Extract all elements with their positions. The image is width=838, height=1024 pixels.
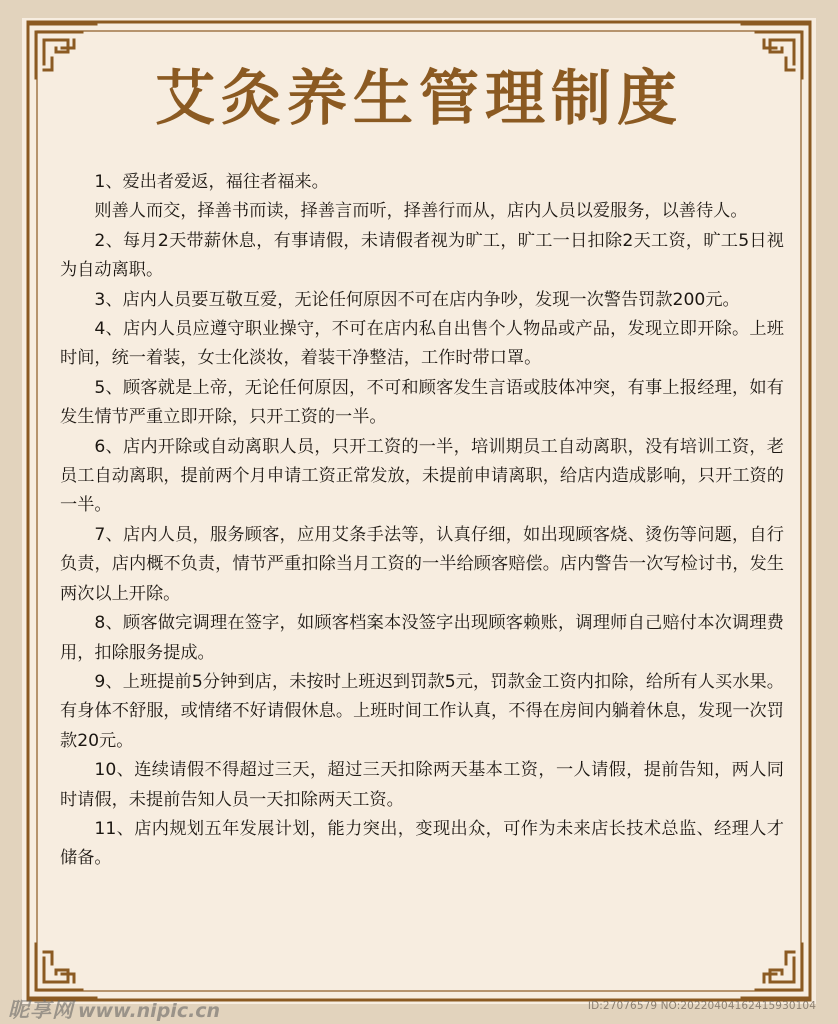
rule-item: 6、店内开除或自动离职人员，只开工资的一半，培训期员工自动离职，没有培训工资，老员工自动离职，提前两个月申请工资正常发放，未提前申请离职，给店内造成影响，只开工资的一半。 bbox=[60, 436, 784, 516]
rule-item: 则善人而交，择善书而读，择善言而听，择善行而从，店内人员以爱服务，以善待人。 bbox=[94, 201, 748, 222]
rule-item: 10、连续请假不得超过三天，超过三天扣除两天基本工资，一人请假，提前告知，两人同时请假，未提前告知人员一天扣除两天工资。 bbox=[60, 760, 784, 810]
page-title: 艾灸养生管理制度 bbox=[155, 64, 683, 134]
rule-item: 5、顾客就是上帝，无论任何原因，不可和顾客发生言语或肢体冲突，有事上报经理，如有发生情节严重立即开除，只开工资的一半。 bbox=[60, 377, 784, 428]
rule-item: 1、爱出者爱返，福往者福来。 bbox=[94, 172, 329, 192]
rule-item: 8、顾客做完调理在签字，如顾客档案本没签字出现顾客赖账，调理师自己赔付本次调理费用，扣除服务提成。 bbox=[60, 613, 784, 663]
watermark-logo: 昵享网 bbox=[8, 998, 74, 1022]
corner-ornament-bottom-right bbox=[736, 924, 816, 1004]
corner-ornament-bottom-left bbox=[22, 924, 102, 1004]
rule-item: 4、店内人员应遵守职业操守，不可在店内私自出售个人物品或产品，发现立即开除。上班时间，统一着装，女士化淡妆，着装干净整洁，工作时带口罩。 bbox=[60, 319, 784, 369]
rules-list bbox=[60, 168, 784, 874]
watermark bbox=[8, 994, 220, 1020]
rule-item: 2、每月2天带薪休息，有事请假，未请假者视为旷工，旷工一日扣除2天工资，旷工5日视为自动离职。 bbox=[60, 230, 784, 281]
rule-item: 3、店内人员要互敬互爱，无论任何原因不可在店内争吵，发现一次警告罚款200元。 bbox=[94, 289, 740, 310]
rule-item: 7、店内人员，服务顾客，应用艾条手法等，认真仔细，如出现顾客烧、烫伤等问题，自行负责，店内概不负责，情节严重扣除当月工资的一半给顾客赔偿。店内警告一次写检讨书，发生两次以上开除。 bbox=[60, 524, 784, 604]
watermark-url: www.nipic.cn bbox=[78, 1000, 221, 1022]
rule-item: 11、店内规划五年发展计划，能力突出，变现出众，可作为未来店长技术总监、经理人才储备。 bbox=[60, 818, 784, 869]
image-id-label: ID:27076579 NO:20220404162415930104 bbox=[587, 1000, 816, 1012]
rule-item: 9、上班提前5分钟到店，未按时上班迟到罚款5元，罚款金工资内扣除，给所有人买水果。有身体不舒服，或情绪不好请假休息。上班时间工作认真，不得在房间内躺着休息，发现一次罚款20元。 bbox=[60, 671, 784, 751]
